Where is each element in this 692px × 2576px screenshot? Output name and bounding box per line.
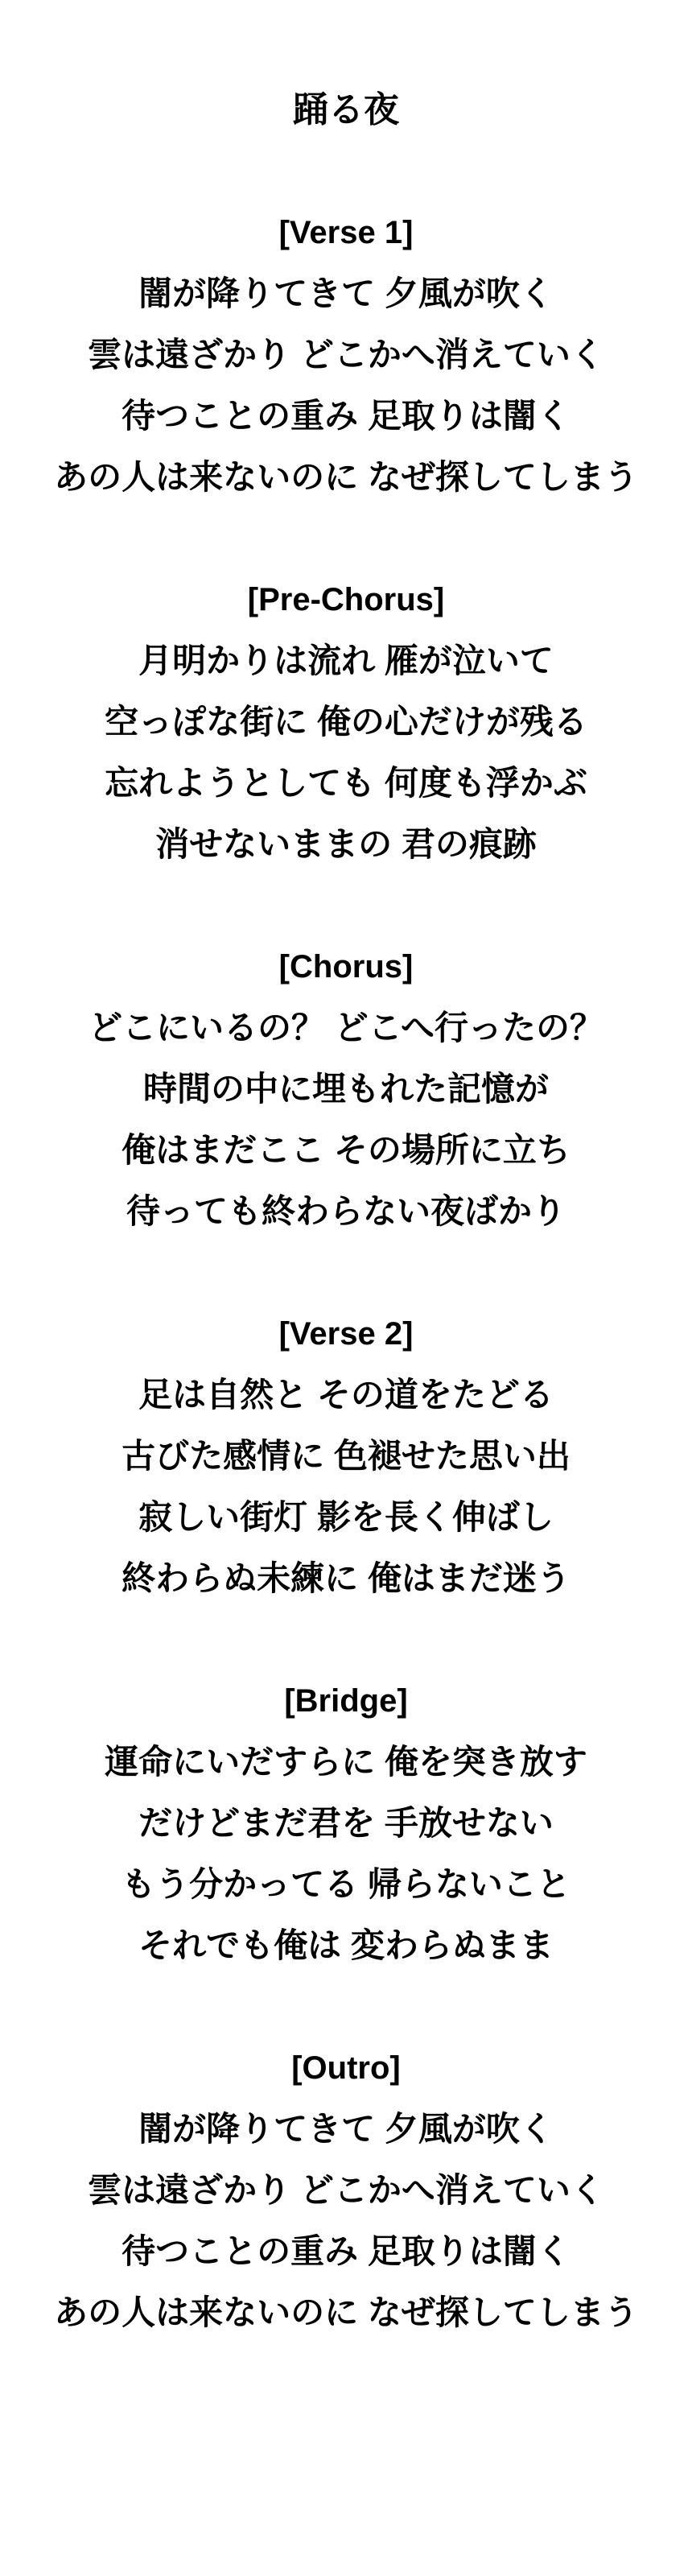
lyric-line: 闇が降りてきて 夕風が吹く [138, 275, 554, 312]
section-header: [Verse 2] [278, 1316, 414, 1352]
lyrics-sections [0, 202, 692, 2343]
lyric-line: 古びた感情に 色褪せた思い出 [122, 1437, 570, 1475]
lyric-line: もう分かってる 帰らないこと [122, 1865, 570, 1903]
lyric-line: 忘れようとしても 何度も浮かぶ [105, 764, 587, 802]
song-title: 踊る夜 [293, 90, 399, 130]
lyric-line: 運命にいだすらに 俺を突き放す [105, 1743, 587, 1781]
lyric-line: どこにいるの？ どこへ行ったの？ [89, 1009, 603, 1046]
section-header: [Chorus] [278, 949, 414, 985]
lyric-line: 消せないままの 君の痕跡 [155, 825, 537, 863]
lyric-line: 月明かりは流れ 雁が泣いて [138, 642, 554, 679]
lyric-line: 俺はまだここ その場所に立ち [122, 1131, 570, 1169]
lyrics-section [0, 1303, 692, 1609]
lyric-line: 雲は遠ざかり どこかへ消えていく [88, 2171, 604, 2209]
lyrics-section [0, 936, 692, 1242]
lyric-line: 待っても終わらない夜ばかり [126, 1192, 566, 1230]
lyrics-section [0, 569, 692, 875]
lyric-line: 終わらぬ未練に 俺はまだ迷う [122, 1559, 570, 1597]
lyric-line: 待つことの重み 足取りは闇く [122, 397, 570, 435]
lyric-line: 足は自然と その道をたどる [138, 1376, 554, 1414]
lyric-line: 待つことの重み 足取りは闇く [122, 2232, 570, 2270]
lyrics-section [0, 1670, 692, 1976]
lyric-line: 闇が降りてきて 夕風が吹く [138, 2110, 554, 2148]
lyric-line: だけどまだ君を 手放せない [138, 1804, 554, 1842]
lyric-line: あの人は来ないのに なぜ探してしまう [54, 458, 638, 496]
lyric-line: 空っぽな街に 俺の心だけが残る [105, 703, 587, 741]
lyric-line: それでも俺は 変わらぬまま [138, 1926, 554, 1964]
lyric-line: 雲は遠ざかり どこかへ消えていく [88, 336, 604, 374]
lyric-line: 寂しい街灯 影を長く伸ばし [138, 1498, 554, 1536]
section-header: [Pre-Chorus] [247, 582, 445, 617]
lyric-line: あの人は来ないのに なぜ探してしまう [54, 2293, 638, 2331]
lyrics-section [0, 202, 692, 508]
section-header: [Verse 1] [278, 215, 414, 250]
lyrics-section [0, 2037, 692, 2343]
section-header: [Outro] [291, 2050, 401, 2086]
section-header: [Bridge] [284, 1683, 408, 1719]
lyric-line: 時間の中に埋もれた記憶が [142, 1070, 549, 1108]
